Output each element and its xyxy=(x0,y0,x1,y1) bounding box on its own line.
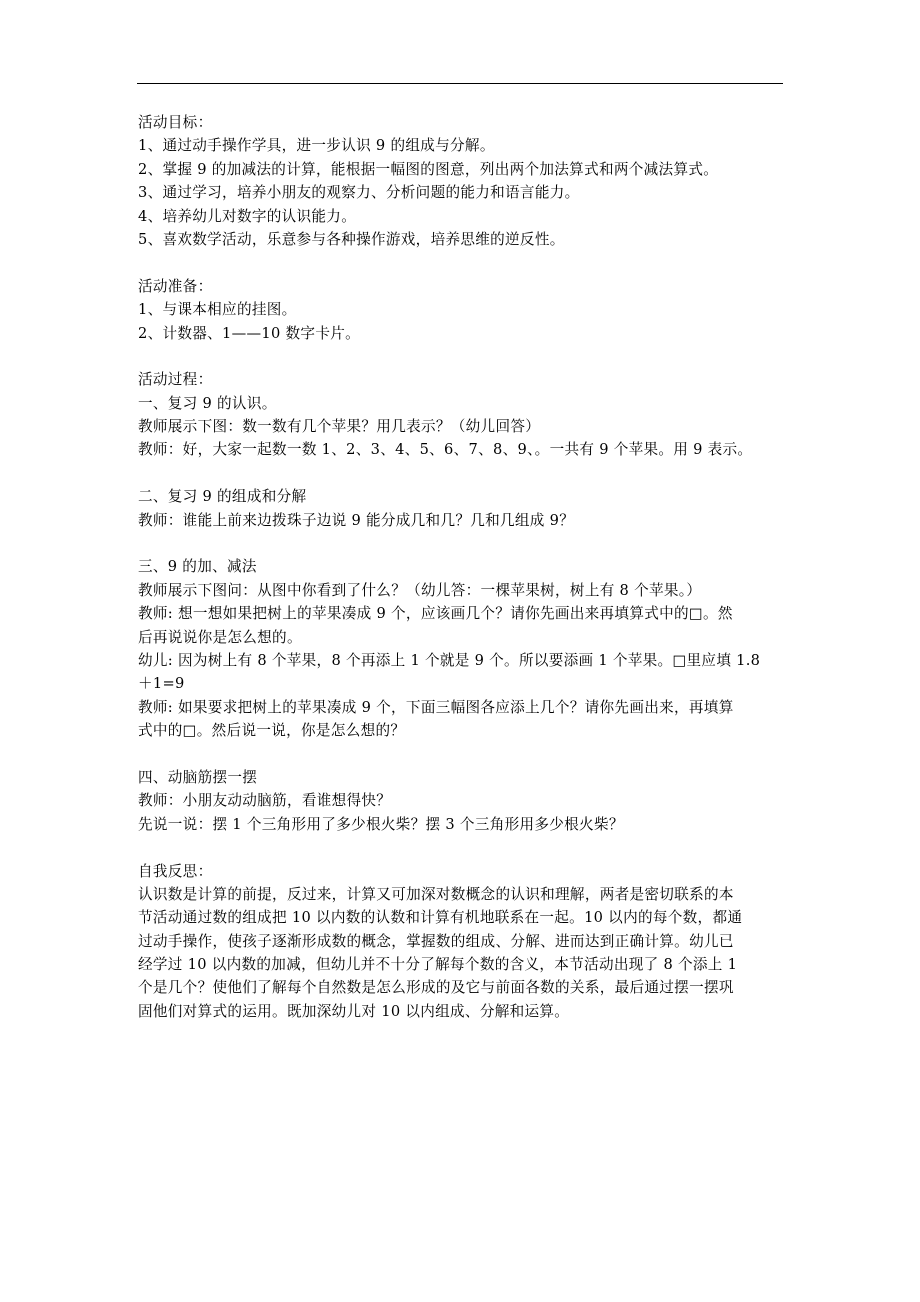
preparation-item: 2、计数器、1——10 数字卡片。 xyxy=(138,324,361,342)
goal-item: 2、掌握 9 的加减法的计算，能根据一幅图的图意，列出两个加法算式和两个减法算式。 xyxy=(138,160,719,178)
spacer xyxy=(138,462,784,485)
reflection-line: 个是几个？使他们了解每个自然数是怎么形成的及它与前面各数的关系，最后通过摆一摆巩 xyxy=(138,979,734,997)
spacer xyxy=(138,743,784,766)
goal-item: 4、培养幼儿对数字的认识能力。 xyxy=(138,207,357,225)
reflection-line: 节活动通过数的组成把 10 以内数的认数和计算有机地联系在一起。10 以内的每个数，都通 xyxy=(138,909,743,927)
step3-line: 幼儿: 因为树上有 8 个苹果，8 个再添上 1 个就是 9 个。所以要添画 1 个苹果。□里应填 1.8 xyxy=(138,651,761,669)
step2-line: 教师：谁能上前来边拨珠子边说 9 能分成几和几？几和几组成 9？ xyxy=(138,511,575,529)
reflection-heading: 自我反思： xyxy=(138,862,213,880)
spacer xyxy=(138,836,784,859)
goal-item: 5、喜欢数学活动，乐意参与各种操作游戏，培养思维的逆反性。 xyxy=(138,230,565,248)
step3-line: ＋1=9 xyxy=(138,675,185,693)
step1-title: 一、复习 9 的认识。 xyxy=(138,394,277,412)
step4-line: 教师：小朋友动动脑筋，看谁想得快？ xyxy=(138,792,392,810)
step3-line: 教师: 想一想如果把树上的苹果凑成 9 个，应该画几个？请你先画出来再填算式中的□。然 xyxy=(138,605,733,623)
goal-item: 3、通过学习，培养小朋友的观察力、分析问题的能力和语言能力。 xyxy=(138,184,580,202)
step3-line: 教师展示下图问：从图中你看到了什么？（幼儿答：一棵苹果树，树上有 8 个苹果。） xyxy=(138,581,702,599)
preparation-heading: 活动准备： xyxy=(138,277,213,295)
goals-heading: 活动目标： xyxy=(138,114,213,131)
step3-title: 三、9 的加、减法 xyxy=(138,558,257,576)
reflection-line: 经学过 10 以内数的加减，但幼儿并不十分了解每个数的含义，本节活动出现了 8 个添上 1 xyxy=(138,956,738,974)
step3-line: 后再说说你是怎么想的。 xyxy=(138,628,302,646)
process-heading: 活动过程： xyxy=(138,371,213,389)
step1-line: 教师：好，大家一起数一数 1、2、3、4、5、6、7、8、9、。一共有 9 个苹果。用 9 表示。 xyxy=(138,441,753,459)
reflection-line: 固他们对算式的运用。既加深幼儿对 10 以内组成、分解和运算。 xyxy=(138,1002,570,1020)
document-body xyxy=(138,111,784,1023)
spacer xyxy=(138,532,784,555)
step4-title: 四、动脑筋摆一摆 xyxy=(138,768,258,786)
preparation-item: 1、与课本相应的挂图。 xyxy=(138,301,297,319)
goal-item: 1、通过动手操作学具，进一步认识 9 的组成与分解。 xyxy=(138,137,495,155)
step4-line: 先说一说：摆 1 个三角形用了多少根火柴？摆 3 个三角形用多少根火柴？ xyxy=(138,815,624,833)
step2-title: 二、复习 9 的组成和分解 xyxy=(138,488,307,506)
reflection-line: 认识数是计算的前提，反过来，计算又可加深对数概念的认识和理解，两者是密切联系的本 xyxy=(138,885,734,903)
step1-line: 教师展示下图：数一数有几个苹果？用几表示？（幼儿回答） xyxy=(138,418,541,436)
step3-line: 式中的□。然后说一说，你是怎么想的？ xyxy=(138,722,406,740)
reflection-line: 过动手操作，使孩子逐渐形成数的概念，掌握数的组成、分解、进而达到正确计算。幼儿已 xyxy=(138,932,734,950)
spacer xyxy=(138,251,784,274)
spacer xyxy=(138,345,784,368)
step3-line: 教师: 如果要求把树上的苹果凑成 9 个，下面三幅图各应添上几个？请你先画出来，再填算 xyxy=(138,698,734,716)
header-rule xyxy=(137,83,783,84)
